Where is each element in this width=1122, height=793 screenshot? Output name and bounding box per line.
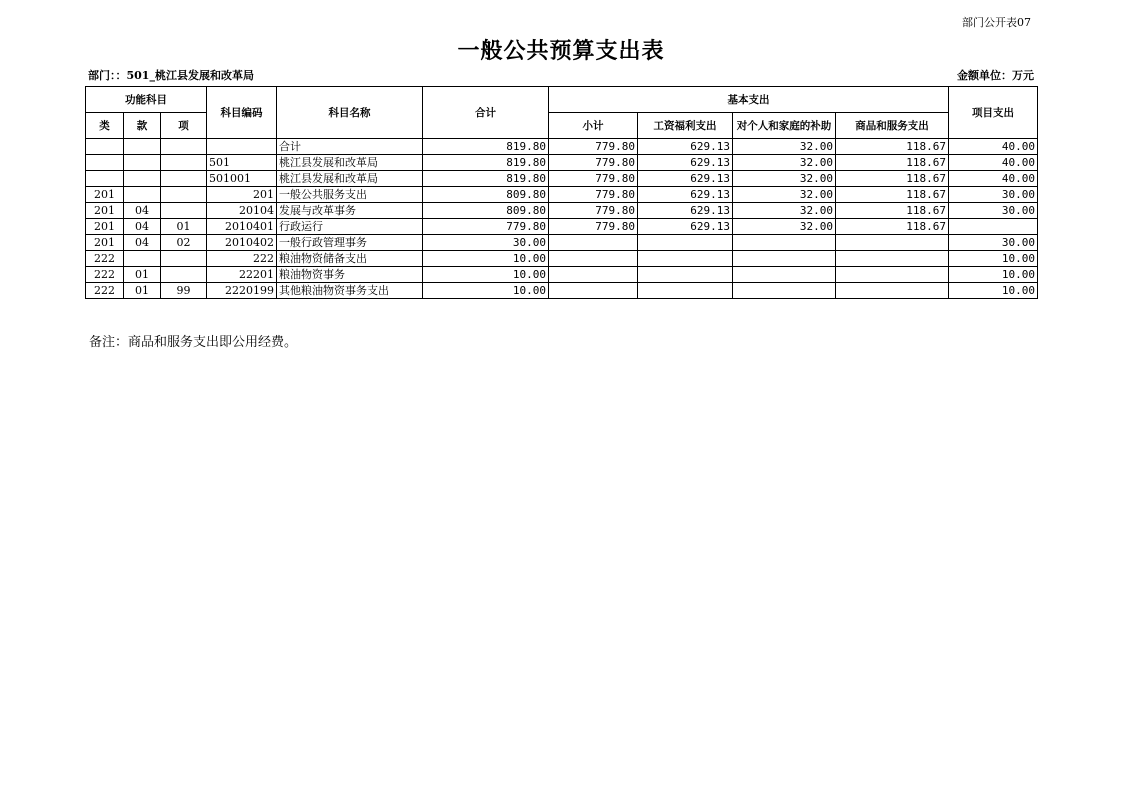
header-func-subject: 功能科目 <box>86 87 207 113</box>
budget-expenditure-table <box>85 86 1038 299</box>
cell-lei: 201 <box>86 219 124 235</box>
cell-project: 10.00 <box>949 267 1038 283</box>
cell-project: 40.00 <box>949 155 1038 171</box>
cell-lei <box>86 139 124 155</box>
cell-total: 10.00 <box>423 251 549 267</box>
cell-xiang <box>161 139 207 155</box>
cell-personal-subsidy: 32.00 <box>733 219 836 235</box>
page-title: 一般公共预算支出表 <box>457 38 665 64</box>
cell-goods-services <box>836 235 949 251</box>
cell-kuan <box>124 139 161 155</box>
cell-goods-services: 118.67 <box>836 203 949 219</box>
cell-kuan <box>124 187 161 203</box>
form-number: 部门公开表07 <box>962 16 1031 29</box>
header-goods-services: 商品和服务支出 <box>836 113 949 139</box>
cell-subtotal <box>549 235 638 251</box>
cell-xiang <box>161 171 207 187</box>
cell-project: 40.00 <box>949 139 1038 155</box>
cell-project: 40.00 <box>949 171 1038 187</box>
cell-goods-services: 118.67 <box>836 139 949 155</box>
cell-subject-code <box>207 139 277 155</box>
cell-salary: 629.13 <box>638 187 733 203</box>
cell-kuan: 01 <box>124 283 161 299</box>
cell-personal-subsidy: 32.00 <box>733 171 836 187</box>
cell-lei: 222 <box>86 283 124 299</box>
cell-subtotal <box>549 267 638 283</box>
cell-xiang: 02 <box>161 235 207 251</box>
cell-kuan <box>124 155 161 171</box>
table-body <box>86 139 1038 299</box>
cell-subject-name: 粮油物资储备支出 <box>277 251 423 267</box>
cell-total: 10.00 <box>423 267 549 283</box>
cell-xiang <box>161 187 207 203</box>
cell-lei: 222 <box>86 267 124 283</box>
cell-subject-code: 201 <box>207 187 277 203</box>
amount-unit-label: 金额单位：万元 <box>957 69 1034 82</box>
cell-subject-name: 其他粮油物资事务支出 <box>277 283 423 299</box>
cell-salary <box>638 267 733 283</box>
header-subject-name: 科目名称 <box>277 87 423 139</box>
cell-personal-subsidy <box>733 235 836 251</box>
cell-subtotal: 779.80 <box>549 219 638 235</box>
cell-lei: 222 <box>86 251 124 267</box>
cell-salary: 629.13 <box>638 155 733 171</box>
table-row <box>86 283 1038 299</box>
cell-salary: 629.13 <box>638 219 733 235</box>
cell-personal-subsidy <box>733 251 836 267</box>
cell-project: 30.00 <box>949 203 1038 219</box>
cell-salary <box>638 283 733 299</box>
table-row <box>86 251 1038 267</box>
cell-project: 30.00 <box>949 187 1038 203</box>
table-header <box>86 87 1038 139</box>
table-row <box>86 187 1038 203</box>
cell-personal-subsidy: 32.00 <box>733 187 836 203</box>
cell-personal-subsidy <box>733 283 836 299</box>
header-total: 合计 <box>423 87 549 139</box>
cell-subject-name: 发展与改革事务 <box>277 203 423 219</box>
cell-lei <box>86 171 124 187</box>
cell-total: 809.80 <box>423 187 549 203</box>
department-label: 部门：：501_桃江县发展和改革局 <box>88 69 254 82</box>
cell-salary <box>638 251 733 267</box>
cell-subject-name: 桃江县发展和改革局 <box>277 171 423 187</box>
footnote: 备注：商品和服务支出即公用经费。 <box>89 335 298 350</box>
cell-subject-code: 2220199 <box>207 283 277 299</box>
table-row <box>86 171 1038 187</box>
cell-subject-name: 行政运行 <box>277 219 423 235</box>
cell-subtotal <box>549 251 638 267</box>
cell-project: 10.00 <box>949 283 1038 299</box>
cell-goods-services: 118.67 <box>836 219 949 235</box>
table-row <box>86 203 1038 219</box>
cell-salary <box>638 235 733 251</box>
cell-subject-name: 一般公共服务支出 <box>277 187 423 203</box>
cell-xiang <box>161 203 207 219</box>
cell-subject-name: 合计 <box>277 139 423 155</box>
header-project-expenditure: 项目支出 <box>949 87 1038 139</box>
cell-goods-services: 118.67 <box>836 187 949 203</box>
table-row <box>86 235 1038 251</box>
cell-total: 819.80 <box>423 155 549 171</box>
cell-xiang <box>161 251 207 267</box>
header-subject-code: 科目编码 <box>207 87 277 139</box>
cell-subject-code: 2010401 <box>207 219 277 235</box>
cell-subject-code: 20104 <box>207 203 277 219</box>
cell-kuan: 04 <box>124 235 161 251</box>
cell-lei: 201 <box>86 235 124 251</box>
cell-subject-code: 222 <box>207 251 277 267</box>
cell-kuan <box>124 171 161 187</box>
cell-personal-subsidy: 32.00 <box>733 203 836 219</box>
cell-xiang: 01 <box>161 219 207 235</box>
cell-subject-code: 501 <box>207 155 277 171</box>
cell-goods-services: 118.67 <box>836 171 949 187</box>
cell-goods-services: 118.67 <box>836 155 949 171</box>
cell-salary: 629.13 <box>638 171 733 187</box>
cell-subject-code: 2010402 <box>207 235 277 251</box>
cell-subtotal: 779.80 <box>549 155 638 171</box>
table-row <box>86 267 1038 283</box>
cell-project: 10.00 <box>949 251 1038 267</box>
cell-subtotal: 779.80 <box>549 139 638 155</box>
header-subtotal: 小计 <box>549 113 638 139</box>
cell-lei <box>86 155 124 171</box>
table-row <box>86 155 1038 171</box>
header-personal-subsidy: 对个人和家庭的补助 <box>733 113 836 139</box>
header-lei: 类 <box>86 113 124 139</box>
header-basic-expenditure: 基本支出 <box>549 87 949 113</box>
cell-total: 819.80 <box>423 139 549 155</box>
header-kuan: 款 <box>124 113 161 139</box>
cell-subtotal <box>549 283 638 299</box>
cell-kuan: 01 <box>124 267 161 283</box>
cell-total: 30.00 <box>423 235 549 251</box>
cell-subject-name: 一般行政管理事务 <box>277 235 423 251</box>
cell-project: 30.00 <box>949 235 1038 251</box>
cell-subtotal: 779.80 <box>549 203 638 219</box>
cell-salary: 629.13 <box>638 139 733 155</box>
cell-goods-services <box>836 251 949 267</box>
cell-subject-code: 22201 <box>207 267 277 283</box>
cell-subject-code: 501001 <box>207 171 277 187</box>
cell-lei: 201 <box>86 187 124 203</box>
cell-xiang: 99 <box>161 283 207 299</box>
header-xiang: 项 <box>161 113 207 139</box>
cell-subject-name: 粮油物资事务 <box>277 267 423 283</box>
cell-kuan: 04 <box>124 219 161 235</box>
cell-total: 779.80 <box>423 219 549 235</box>
cell-salary: 629.13 <box>638 203 733 219</box>
cell-subject-name: 桃江县发展和改革局 <box>277 155 423 171</box>
cell-xiang <box>161 155 207 171</box>
cell-goods-services <box>836 283 949 299</box>
cell-subtotal: 779.80 <box>549 187 638 203</box>
cell-personal-subsidy: 32.00 <box>733 139 836 155</box>
cell-total: 819.80 <box>423 171 549 187</box>
cell-subtotal: 779.80 <box>549 171 638 187</box>
cell-personal-subsidy <box>733 267 836 283</box>
table-row <box>86 219 1038 235</box>
cell-total: 809.80 <box>423 203 549 219</box>
cell-kuan: 04 <box>124 203 161 219</box>
cell-goods-services <box>836 267 949 283</box>
cell-total: 10.00 <box>423 283 549 299</box>
cell-project <box>949 219 1038 235</box>
table-row <box>86 139 1038 155</box>
cell-kuan <box>124 251 161 267</box>
header-salary: 工资福利支出 <box>638 113 733 139</box>
cell-personal-subsidy: 32.00 <box>733 155 836 171</box>
cell-lei: 201 <box>86 203 124 219</box>
cell-xiang <box>161 267 207 283</box>
